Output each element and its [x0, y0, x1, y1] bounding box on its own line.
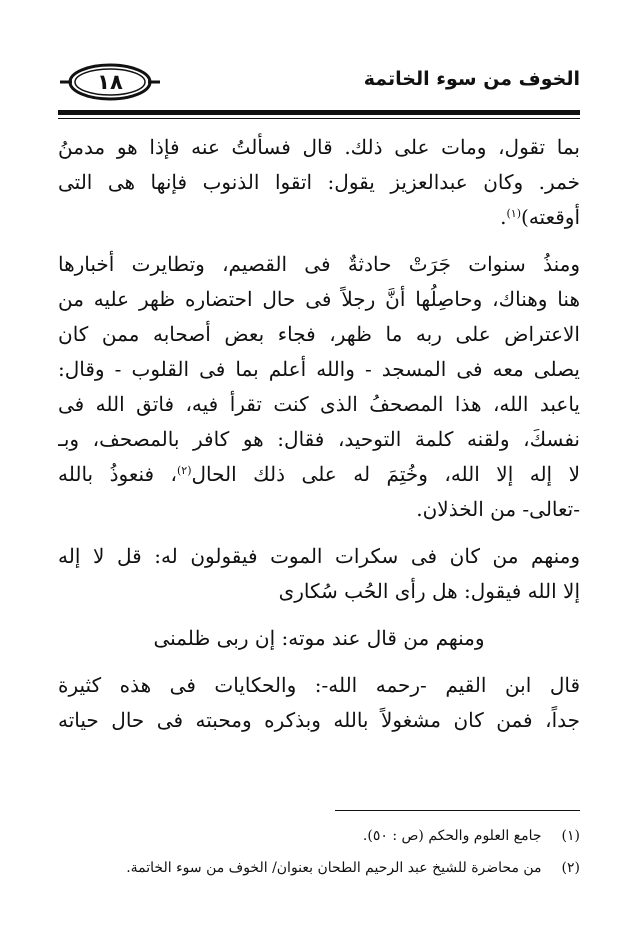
text-line: إلا الله فيقول: هل رأى الحُب سُكارى	[278, 579, 580, 603]
text-segment: أوقعته)	[521, 205, 580, 229]
text-line: ومنهم من كان فى سكرات الموت فيقولون له: قل لا إله	[58, 544, 580, 568]
footnote-number: (٢)	[561, 860, 580, 876]
text-line: قال ابن القيم -رحمه الله-: والحكايات فى هذه كثيرة	[58, 673, 580, 697]
page-number: ١٨	[97, 70, 123, 94]
text-line: بما تقول، ومات على ذلك. قال فسألتُ عنه فإذا هو مدمنُ	[58, 135, 580, 159]
text-line	[58, 200, 580, 235]
footnote-text: من محاضرة للشيخ عبد الرحيم الطحان بعنوان/ الخوف من سوء الخاتمة.	[126, 860, 542, 876]
footnote-number: (١)	[561, 828, 580, 844]
page-header	[58, 62, 580, 112]
running-title: الخوف من سوء الخاتمة	[363, 68, 580, 90]
text-segment: ، فنعوذُ بالله	[58, 462, 177, 486]
text-line: هنا وهناك، وحاصِلُها أنَّ رجلاً فى حال احتضاره ظهر عليه من	[58, 287, 580, 311]
text-segment: .	[500, 205, 507, 229]
footnotes	[58, 820, 580, 884]
text-line: جداً، فمن كان مشغولاً بالله وبذكره ومحبته فى حال حياته	[58, 708, 580, 732]
text-line: ومنهم من قال عند موته: إن ربى ظلمنى	[153, 626, 485, 650]
footnote-item	[58, 852, 580, 884]
body-text	[58, 130, 580, 738]
text-line: ياعبد الله، هذا المصحفُ الذى كنت تقرأ فيه، فاتق الله فى	[58, 392, 580, 416]
footnote-text: جامع العلوم والحكم (ص : ٥٠).	[362, 828, 542, 844]
text-line: الاعتراض على ربه ما ظهر، فجاء بعض أصحابه ممن كان	[58, 322, 580, 346]
header-rule-thick	[58, 110, 580, 115]
text-line: يصلى معه فى المسجد - والله أعلم بما فى القلوب - وقال:	[58, 357, 580, 381]
text-line: -تعالى- من الخذلان.	[416, 497, 580, 521]
footnote-separator	[335, 810, 580, 811]
header-rule-thin	[58, 118, 580, 119]
text-line	[58, 457, 580, 492]
text-line: خمر. وكان عبدالعزيز يقول: اتقوا الذنوب فإنها هى التى	[58, 170, 580, 194]
text-line: نفسكَ، ولقنه كلمة التوحيد، فقال: هو كافر بالمصحف، وبـ	[58, 427, 580, 451]
footnote-marker-1: (١)	[506, 207, 522, 220]
footnote-item	[58, 820, 580, 852]
text-segment: لا إله إلا الله، وخُتِمَ له على ذلك الحال	[191, 462, 580, 486]
footnote-marker-2: (٢)	[177, 464, 192, 477]
page-number-badge	[58, 62, 162, 102]
text-line: ومنذُ سنوات جَرَتْ حادثةٌ فى القصيم، وتطايرت أخبارها	[58, 252, 580, 276]
